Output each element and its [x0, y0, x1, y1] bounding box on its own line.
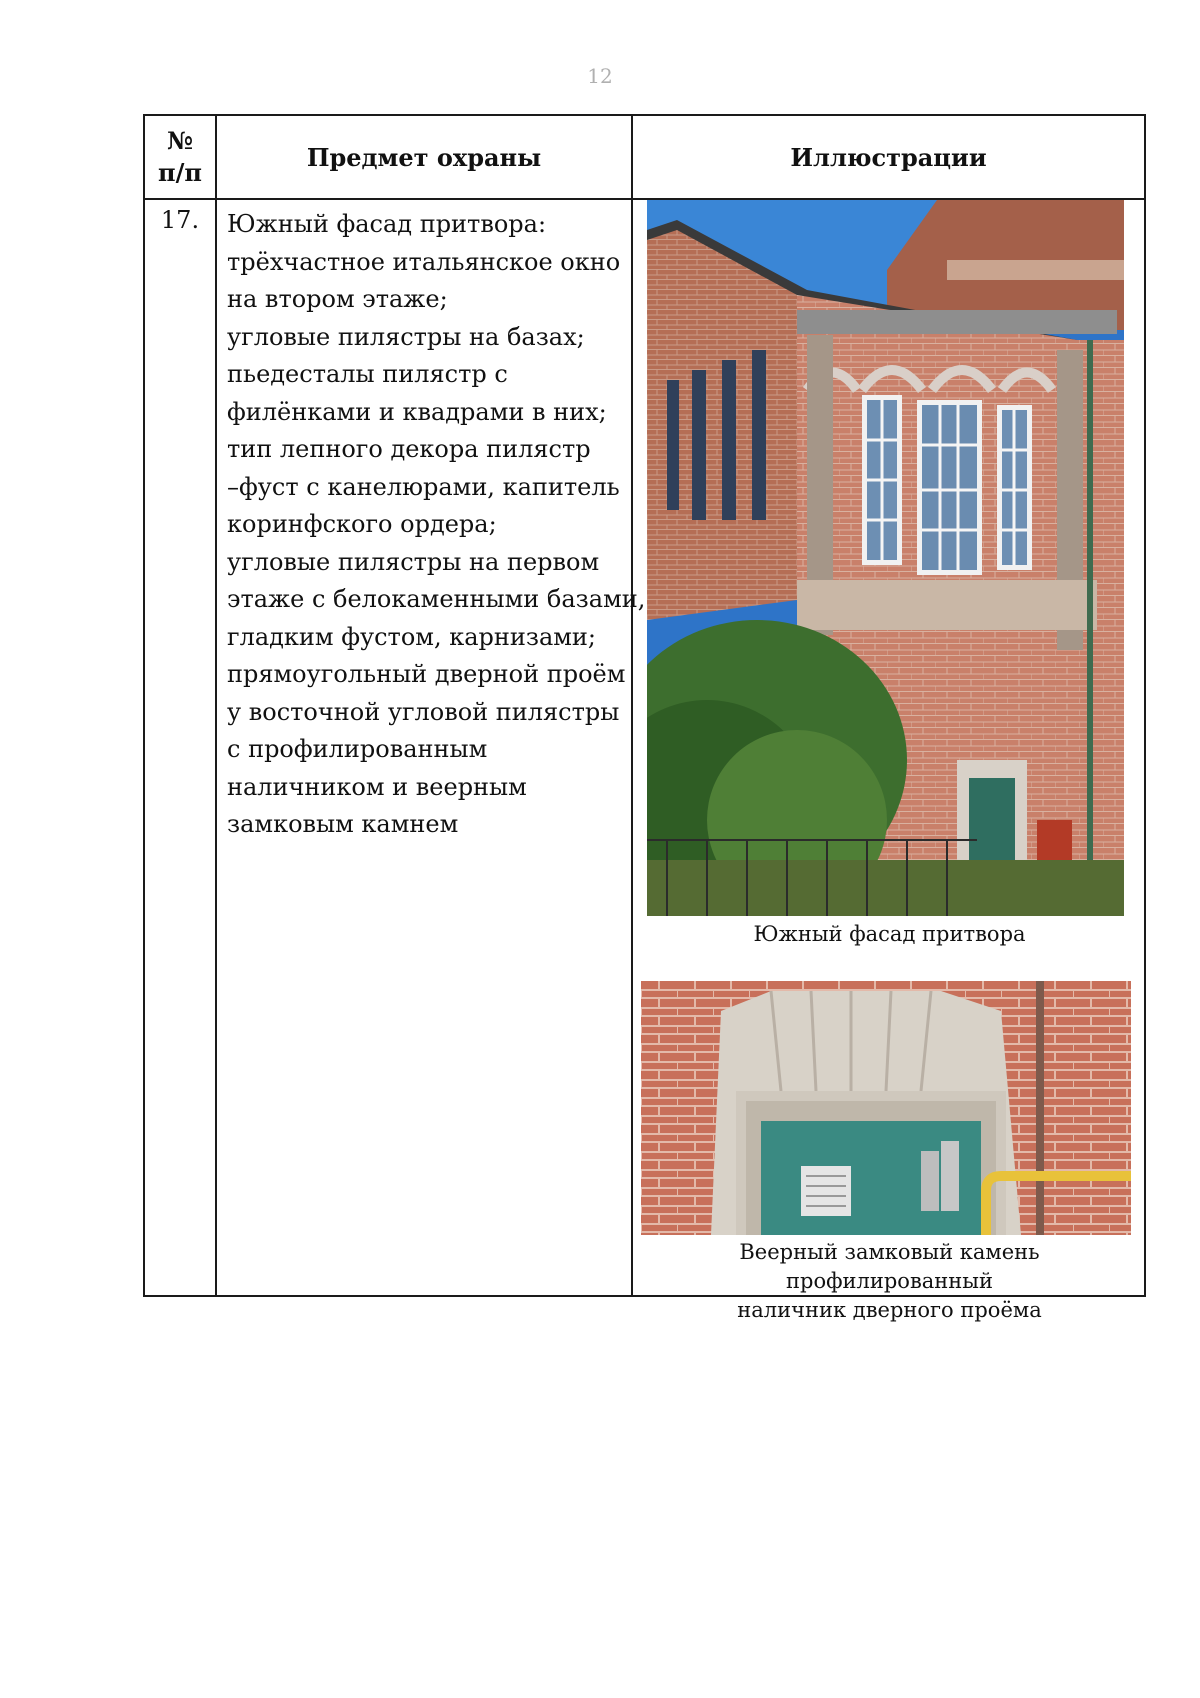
- header-illustrations: Иллюстрации: [632, 115, 1145, 199]
- protection-table: [143, 114, 1146, 1322]
- header-number: [144, 115, 216, 199]
- header-number-text: № п/п: [158, 126, 202, 187]
- description-line: с профилированным: [227, 735, 488, 763]
- description-line: прямоугольный дверной проём: [227, 660, 626, 688]
- description-line: гладким фустом, карнизами;: [227, 622, 597, 651]
- description-line: у восточной угловой пилястры: [227, 697, 620, 726]
- description-line: тип лепного декора пилястр: [227, 435, 591, 463]
- keystone-photo: [641, 981, 1131, 1235]
- photo-caption: [633, 1238, 1146, 1325]
- table-header-row: [144, 115, 1145, 199]
- photo-caption-line: Веерный замковый камень профилированный: [739, 1240, 1040, 1293]
- description-line: этаже с белокаменными базами,: [227, 585, 646, 613]
- table-row: [144, 199, 1145, 1296]
- header-subject: Предмет охраны: [216, 115, 632, 199]
- page-number: 12: [587, 64, 613, 88]
- description-line: замковым камнем: [227, 810, 459, 838]
- description-line: –фуст с канелюрами, капитель: [227, 472, 620, 501]
- row-illustrations: [632, 199, 1145, 1322]
- description-line: на втором этаже;: [227, 285, 448, 313]
- description-line: пьедесталы пилястр с: [227, 360, 508, 388]
- row-number: 17.: [144, 199, 216, 1296]
- description-line: наличником и веерным: [227, 772, 527, 801]
- description-line: угловые пилястры на базах;: [227, 322, 585, 351]
- photo-caption-line: наличник дверного проёма: [737, 1298, 1042, 1322]
- south-facade-photo: [647, 200, 1124, 916]
- description-line: филёнками и квадрами в них;: [227, 397, 607, 426]
- description-line: коринфского ордера;: [227, 510, 497, 538]
- description-line: угловые пилястры на первом: [227, 547, 600, 576]
- row-description: [216, 199, 646, 1296]
- description-line: Южный фасад притвора:: [227, 210, 547, 238]
- description-line: трёхчастное итальянское окно: [227, 247, 621, 276]
- photo-caption: Южный фасад притвора: [753, 922, 1026, 946]
